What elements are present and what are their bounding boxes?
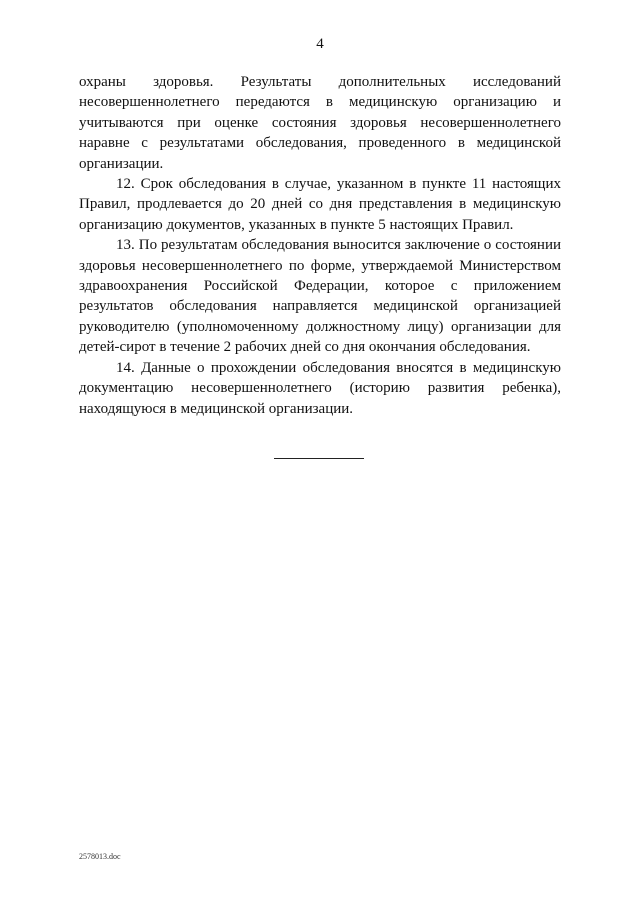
- end-divider: [274, 458, 364, 459]
- paragraph-continuation: охраны здоровья. Результаты дополнительных исследований несовершеннолетнего передаются в медицинскую организацию и учитываются при оценке состояния здоровья несовершеннолетнего наравне с результатами обследования, проведенного в медицинской организации.: [79, 74, 561, 172]
- footer-file-code: 2578013.doc: [79, 852, 121, 861]
- page-number: 4: [316, 36, 324, 52]
- paragraph-12: 12. Срок обследования в случае, указанном в пункте 11 настоящих Правил, продлевается до 20 дней со дня представления в медицинскую организацию документов, указанных в пункте 5 настоящих Правил.: [79, 176, 561, 233]
- paragraph-14: 14. Данные о прохождении обследования вносятся в медицинскую документацию несовершеннолетнего (историю развития ребенка), находящуюся в медицинской организации.: [79, 359, 561, 417]
- document-body: [79, 72, 561, 419]
- paragraph-13: 13. По результатам обследования выносится заключение о состоянии здоровья несовершеннолетнего по форме, утверждаемой Министерством здравоохранения Российской Федерации, которое с приложением результатов обследования направляется медицинской организацией руководителю (уполномоченному должностному лицу) организации для детей-сирот в течение 2 рабочих дней со дня окончания обследования.: [79, 237, 561, 356]
